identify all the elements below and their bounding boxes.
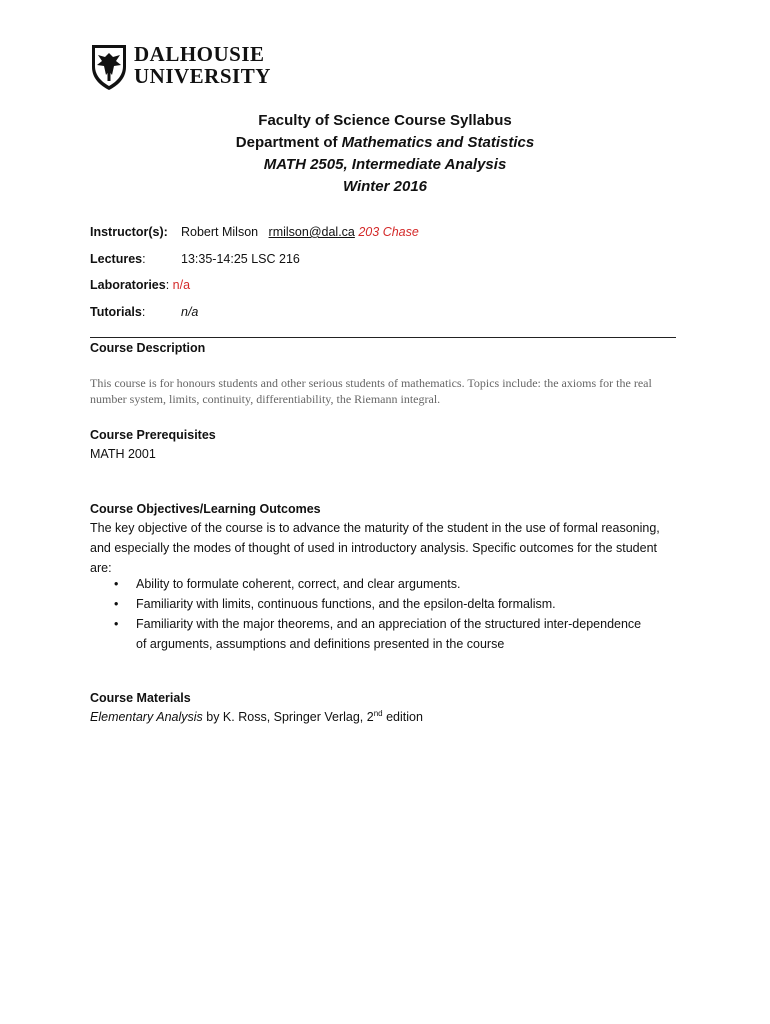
materials-sup: nd	[373, 708, 383, 718]
materials-text	[90, 707, 690, 727]
list-item: • Familiarity with the major theorems, and an appreciation of the structured inter-dependence of arguments, assumptions and definitions presented in the course	[112, 614, 652, 654]
materials-book-title: Elementary Analysis	[90, 710, 203, 724]
tutorials-label-wrap: Tutorials:	[90, 305, 146, 319]
materials-heading: Course Materials	[90, 691, 191, 705]
section-divider	[90, 337, 676, 338]
lectures-label: Lectures	[90, 252, 143, 266]
title-term: Winter 2016	[342, 178, 428, 195]
description-text: This course is for honours students and other serious students of mathematics. Topics include: the axioms for the real number system, limits, continuity, differentiability, the Riemann integral.	[90, 376, 652, 406]
objectives-heading: Course Objectives/Learning Outcomes	[90, 502, 321, 516]
logo-line-2: UNIVERSITY	[134, 64, 271, 88]
syllabus-titles	[0, 110, 770, 198]
tutorials-label: Tutorials	[90, 305, 142, 319]
tutorials-value: n/a	[181, 305, 199, 319]
lectures-label-wrap: Lectures:	[90, 252, 146, 266]
instructor-name: Robert Milson	[181, 225, 259, 239]
instructor-label: Instructor(s):	[90, 225, 168, 239]
dalhousie-crest-icon	[90, 43, 128, 91]
tutorials-row	[90, 305, 198, 319]
prereq-text: MATH 2001	[90, 447, 156, 461]
objectives-text: The key objective of the course is to advance the maturity of the student in the use of formal reasoning, and especially the modes of thought of used in introductory analysis. Specific outcomes for the student are:	[90, 521, 660, 575]
title-department-name: Mathematics and Statistics	[341, 134, 535, 151]
title-faculty: Faculty of Science Course Syllabus	[258, 112, 512, 129]
logo-line-1: DALHOUSIE	[134, 42, 265, 66]
instructor-office: 203 Chase	[358, 225, 419, 239]
labs-row: Laboratories: n/a	[90, 278, 191, 292]
title-course: MATH 2505, Intermediate Analysis	[263, 156, 507, 173]
materials-by: by K. Ross, Springer Verlag, 2	[202, 710, 374, 724]
list-item: • Ability to formulate coherent, correct, and clear arguments.	[112, 574, 652, 594]
materials-end: edition	[382, 710, 423, 724]
title-department-prefix: Department of	[235, 134, 342, 151]
labs-value: n/a	[172, 278, 191, 292]
university-logo	[90, 43, 271, 91]
lectures-value: 13:35-14:25 LSC 216	[181, 252, 300, 266]
instructor-email-link[interactable]: rmilson@dal.ca	[268, 225, 355, 239]
instructor-row	[90, 225, 419, 239]
list-item: • Familiarity with limits, continuous functions, and the epsilon-delta formalism.	[112, 594, 652, 614]
labs-label: Laboratories	[90, 278, 166, 292]
description-heading: Course Description	[90, 341, 206, 355]
objectives-list	[112, 574, 652, 654]
title-department	[0, 132, 770, 154]
lectures-row	[90, 252, 300, 266]
prereq-heading: Course Prerequisites	[90, 428, 216, 442]
